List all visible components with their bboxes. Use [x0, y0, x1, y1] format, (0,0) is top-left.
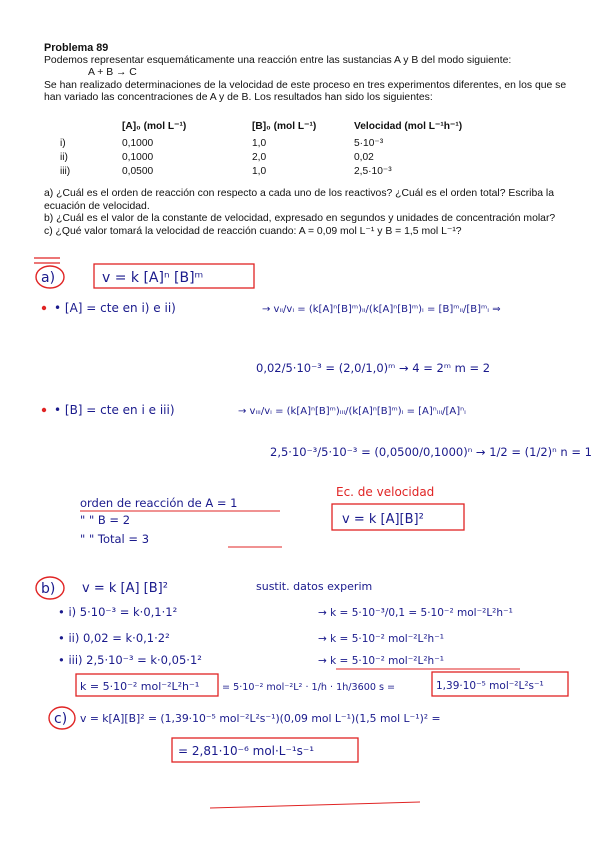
order-a: orden de reacción de A = 1 — [80, 496, 238, 510]
k-seconds: 1,39·10⁻⁵ mol⁻²L²s⁻¹ — [436, 680, 544, 692]
part-a-label: a) — [41, 270, 56, 286]
order-b: " " B = 2 — [80, 513, 131, 527]
table-cell: 0,1000 — [122, 137, 154, 149]
rate-computation: v = k[A][B]² = (1,39·10⁻⁵ mol⁻²L²s⁻¹)(0,09 mol L⁻¹)(1,5 mol L⁻¹)² = — [80, 712, 441, 725]
table-cell: ii) — [60, 151, 68, 163]
ratio-iii-i: → vᵢᵢᵢ/vᵢ = (k[A]ⁿ[B]ᵐ)ᵢᵢᵢ/(k[A]ⁿ[B]ᵐ)ᵢ = [A]ⁿᵢᵢᵢ/[A]ⁿᵢ — [238, 406, 466, 417]
table-cell: 5·10⁻³ — [354, 137, 384, 149]
k-from-iii: → k = 5·10⁻² mol⁻²L²h⁻¹ — [318, 655, 444, 667]
table-cell: 1,0 — [252, 137, 267, 149]
part-b-label: b) — [41, 581, 56, 597]
solve-m: 0,02/5·10⁻³ = (2,0/1,0)ᵐ → 4 = 2ᵐ m = 2 — [256, 361, 491, 375]
table-cell: 1,0 — [252, 165, 267, 177]
question-b: b) ¿Cuál es el valor de la constante de velocidad, expresado en segundos y unidades de concentración molar? — [44, 213, 556, 225]
table-cell: 2,0 — [252, 151, 267, 163]
table-cell: 0,0500 — [122, 165, 154, 177]
k-conversion: = 5·10⁻² mol⁻²L² · 1/h · 1h/3600 s = — [222, 682, 396, 693]
substitution-note: sustit. datos experim — [256, 580, 373, 593]
exp-ii: • ii) 0,02 = k·0,1·2² — [58, 631, 170, 645]
header-cell: [A]₀ (mol L⁻¹) — [122, 120, 187, 132]
k-hours: k = 5·10⁻² mol⁻²L²h⁻¹ — [80, 680, 200, 693]
rate-equation: v = k [A][B]² — [342, 512, 424, 527]
k-from-i: → k = 5·10⁻³/0,1 = 5·10⁻² mol⁻²L²h⁻¹ — [318, 607, 513, 619]
intro-line: Podemos representar esquemáticamente una reacción entre las sustancias A y B del modo siguiente: — [44, 54, 512, 66]
intro-experiments: Se han realizado determinaciones de la velocidad de este proceso en tres experimentos diferentes, en los que se han variado las concentraciones de A y de B. Los resultados han sido los siguientes: — [44, 79, 567, 104]
rate-equation-title: Ec. de velocidad — [336, 485, 435, 499]
table-cell: 0,1000 — [122, 151, 154, 163]
table-cell: i) — [60, 137, 66, 149]
bullet-point — [42, 408, 46, 412]
header-cell: Velocidad (mol L⁻¹h⁻¹) — [354, 120, 463, 132]
condition-a-constant: • [A] = cte en i) e ii) — [54, 301, 176, 315]
header-cell: [B]₀ (mol L⁻¹) — [252, 120, 317, 132]
table-cell: 2,5·10⁻³ — [354, 165, 392, 177]
exp-iii: • iii) 2,5·10⁻³ = k·0,05·1² — [58, 653, 202, 667]
rate-result: = 2,81·10⁻⁶ mol·L⁻¹s⁻¹ — [178, 744, 315, 758]
table-cell: 0,02 — [354, 151, 374, 163]
table-cell: iii) — [60, 165, 71, 177]
bullet-point — [42, 306, 46, 310]
ratio-ii-i: → vᵢᵢ/vᵢ = (k[A]ⁿ[B]ᵐ)ᵢᵢ/(k[A]ⁿ[B]ᵐ)ᵢ = [B]ᵐᵢᵢ/[B]ᵐᵢ ⇒ — [262, 304, 501, 315]
k-from-ii: → k = 5·10⁻² mol⁻²L²h⁻¹ — [318, 633, 444, 645]
exp-i: • i) 5·10⁻³ = k·0,1·1² — [58, 605, 178, 619]
condition-b-constant: • [B] = cte en i e iii) — [54, 403, 175, 417]
reaction-equation: A + B → C — [88, 67, 137, 79]
rate-law: v = k [A]ⁿ [B]ᵐ — [102, 270, 204, 286]
order-total: " " Total = 3 — [80, 532, 150, 546]
closing-stroke — [210, 802, 420, 808]
solve-n: 2,5·10⁻³/5·10⁻³ = (0,0500/0,1000)ⁿ → 1/2 = (1/2)ⁿ n = 1 — [270, 445, 592, 459]
question-a: a) ¿Cuál es el orden de reacción con respecto a cada uno de los reactivos? ¿Cuál es el orden total? Escriba la ecuación de velocidad. — [44, 188, 555, 212]
problem-title: Problema 89 — [44, 42, 109, 54]
part-c-label: c) — [54, 711, 68, 727]
question-c: c) ¿Qué valor tomará la velocidad de reacción cuando: A = 0,09 mol L⁻¹ y B = 1,5 mol L⁻¹? — [44, 225, 462, 237]
rate-law-b: v = k [A] [B]² — [82, 581, 168, 596]
